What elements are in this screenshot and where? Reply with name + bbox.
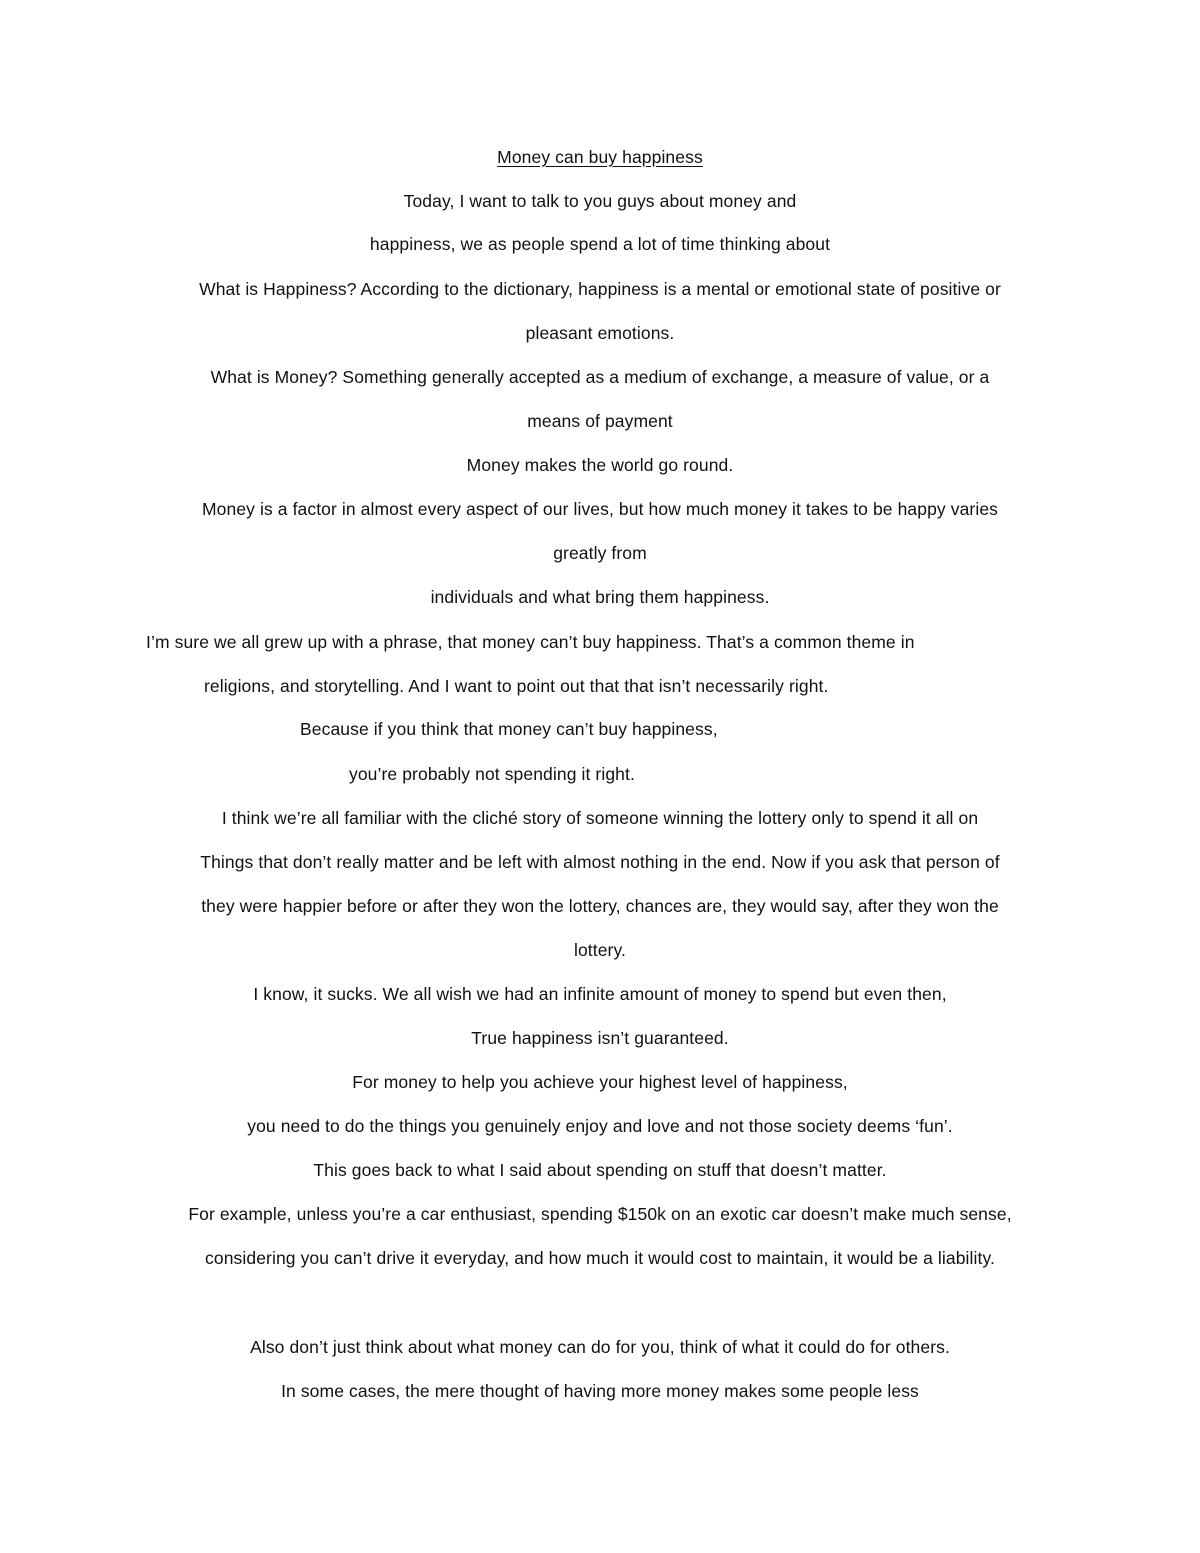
text-line: they were happier before or after they won the lottery, chances are, they would say, after they won the — [201, 896, 999, 916]
text-line: For example, unless you’re a car enthusiast, spending $150k on an exotic car doesn’t make much sense, — [188, 1204, 1012, 1224]
text-line: True happiness isn’t guaranteed. — [471, 1028, 729, 1048]
text-line: means of payment — [527, 411, 673, 431]
text-line: Things that don’t really matter and be left with almost nothing in the end. Now if you ask that person of — [200, 852, 1000, 872]
text-line: individuals and what bring them happiness. — [430, 587, 770, 607]
text-line: I’m sure we all grew up with a phrase, that money can’t buy happiness. That’s a common theme in — [146, 632, 915, 652]
text-line: For money to help you achieve your highest level of happiness, — [352, 1072, 848, 1092]
text-line: pleasant emotions. — [525, 323, 675, 343]
text-line: This goes back to what I said about spending on stuff that doesn’t matter. — [313, 1160, 887, 1180]
text-line: happiness, we as people spend a lot of time thinking about — [369, 234, 831, 254]
text-line: Because if you think that money can’t buy happiness, — [300, 719, 718, 739]
text-line: considering you can’t drive it everyday, and how much it would cost to maintain, it would be a liability. — [205, 1248, 995, 1268]
text-line: you need to do the things you genuinely enjoy and love and not those society deems ‘fun’. — [247, 1116, 953, 1136]
text-line: lottery. — [573, 940, 627, 960]
text-line: Money makes the world go round. — [466, 455, 734, 475]
text-line: I think we’re all familiar with the cliché story of someone winning the lottery only to spend it all on — [221, 808, 979, 828]
text-line: you’re probably not spending it right. — [349, 764, 635, 784]
text-line: What is Money? Something generally accepted as a medium of exchange, a measure of value, or a — [210, 367, 990, 387]
text-line: Money is a factor in almost every aspect of our lives, but how much money it takes to be happy varies — [201, 499, 999, 519]
text-line: I know, it sucks. We all wish we had an infinite amount of money to spend but even then, — [253, 984, 947, 1004]
text-line: In some cases, the mere thought of having more money makes some people less — [281, 1381, 919, 1401]
text-line: greatly from — [553, 543, 647, 563]
document-title: Money can buy happiness — [497, 147, 703, 167]
text-line: religions, and storytelling. And I want to point out that that isn’t necessarily right. — [204, 676, 829, 696]
text-line: Today, I want to talk to you guys about money and — [403, 191, 797, 211]
text-line: Also don’t just think about what money can do for you, think of what it could do for others. — [250, 1337, 950, 1357]
text-line: What is Happiness? According to the dictionary, happiness is a mental or emotional state of positive or — [199, 279, 1001, 299]
